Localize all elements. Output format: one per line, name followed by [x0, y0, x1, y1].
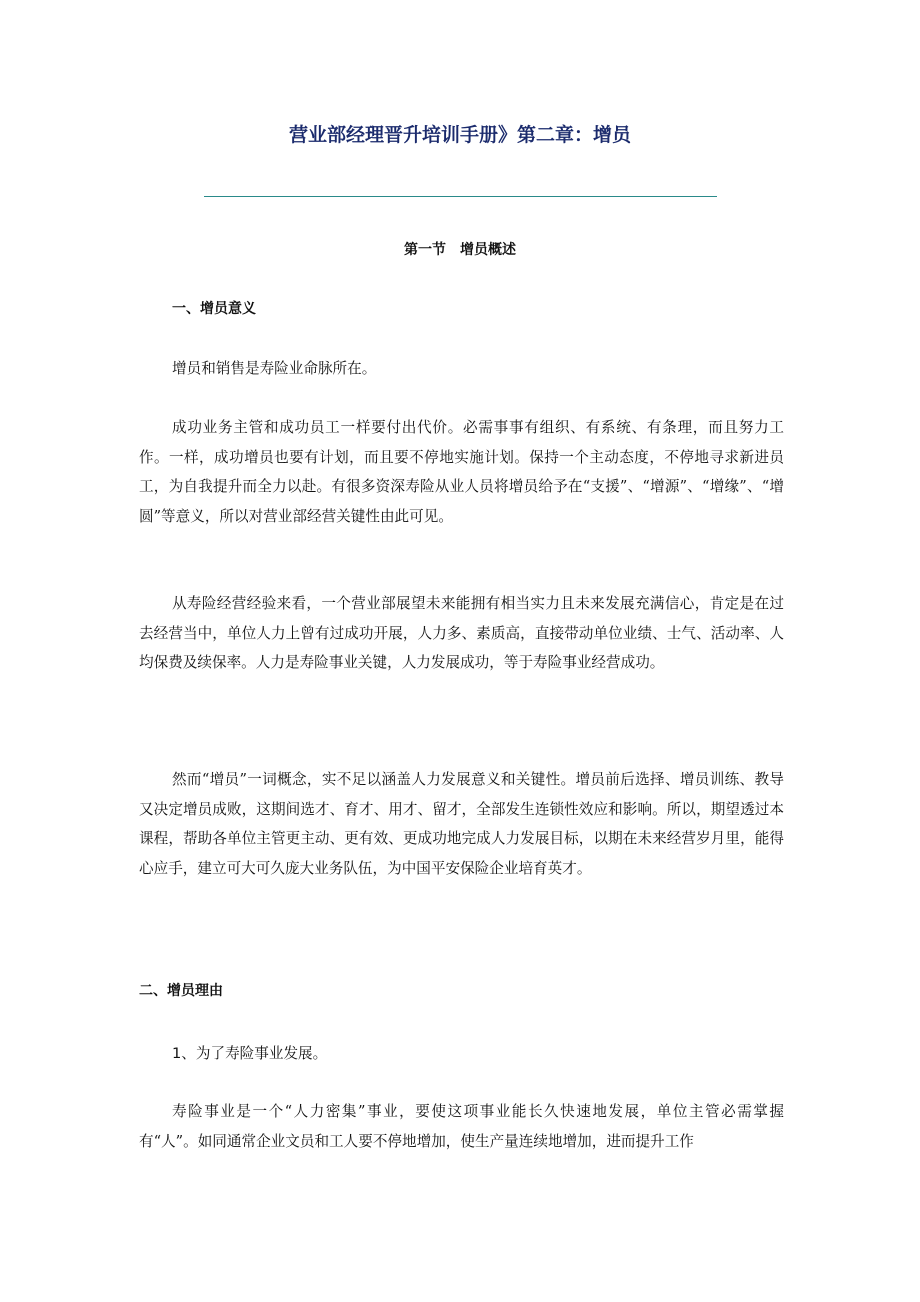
paragraph-lifeline: 增员和销售是寿险业命脉所在。: [172, 360, 377, 377]
heading-reasons: 二、增员理由: [139, 983, 223, 999]
list-item-reason-1: 1、为了寿险事业发展。: [172, 1045, 328, 1062]
section-title: 第一节 增员概述: [404, 242, 516, 258]
heading-meaning: 一、增员意义: [172, 301, 256, 317]
document-title: 营业部经理晋升培训手册》第二章：增员: [288, 124, 631, 146]
paragraph-success-cost: 成功业务主管和成功员工一样要付出代价。必需事事有组织、有系统、有条理，而且努力工作。一样，成功增员也要有计划，而且要不停地实施计划。保持一个主动态度，不停地寻求新进员工，为自我提升而全力以赴。有很多资深寿险从业人员将增员给予在“支援”、“增源”、“增缘”、“增圆”等意义，所以对营业部经营关键性由此可见。: [139, 419, 784, 525]
paragraph-manpower-intensive: 寿险事业是一个“人力密集”事业，要使这项事业能长久快速地发展，单位主管必需掌握有“人”。如同通常企业文员和工人要不停地增加，使生产量连续地增加，进而提升工作: [139, 1103, 784, 1150]
paragraph-concept: 然而“增员”一词概念，实不足以涵盖人力发展意义和关键性。增员前后选择、增员训练、教导又决定增员成败，这期间选才、育才、用才、留才，全部发生连锁性效应和影响。所以，期望透过本课程，帮助各单位主管更主动、更有效、更成功地完成人力发展目标，以期在未来经营岁月里，能得心应手，建立可大可久庞大业务队伍，为中国平安保险企业培育英才。: [139, 771, 784, 877]
paragraph-experience: 从寿险经营经验来看，一个营业部展望未来能拥有相当实力且未来发展充满信心，肯定是在过去经营当中，单位人力上曾有过成功开展，人力多、素质高，直接带动单位业绩、士气、活动率、人均保费及续保率。人力是寿险事业关键，人力发展成功，等于寿险事业经营成功。: [139, 595, 784, 672]
title-divider: [204, 196, 717, 197]
